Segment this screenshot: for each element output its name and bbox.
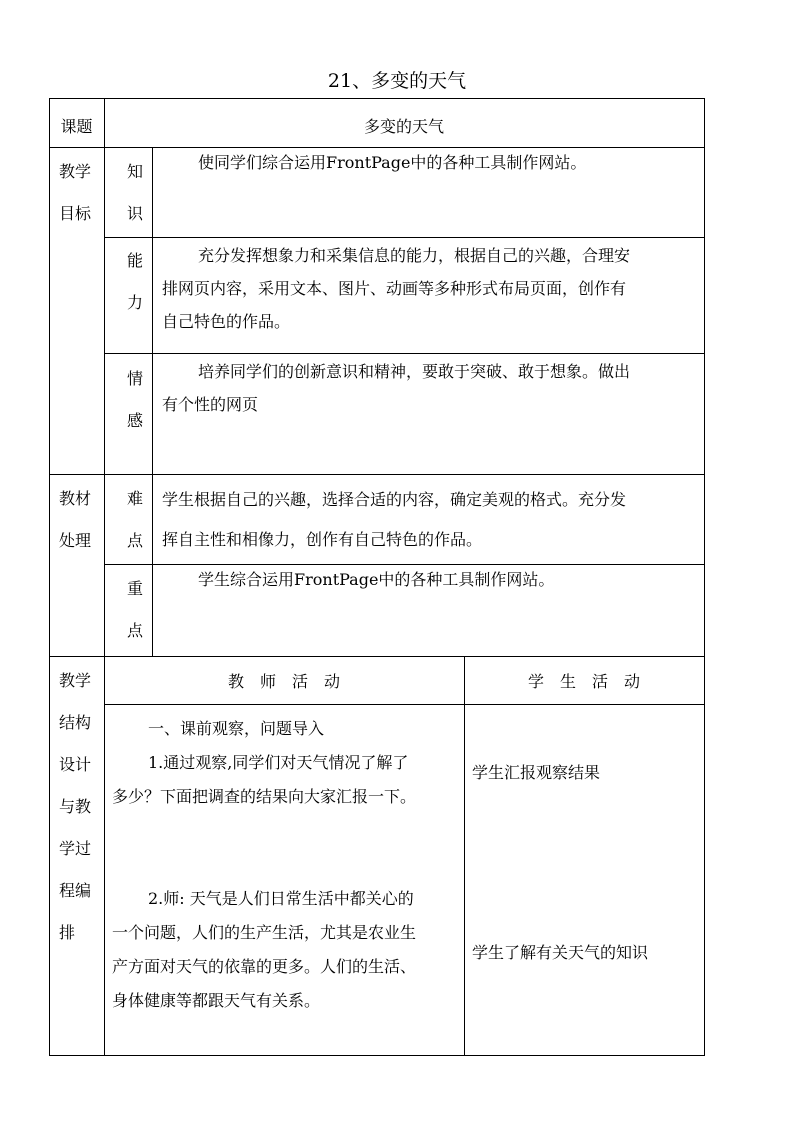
border-bottom bbox=[49, 1055, 705, 1056]
key-label-char: 点 bbox=[127, 621, 144, 640]
emotion-text bbox=[162, 355, 702, 421]
key-label bbox=[127, 568, 143, 652]
student-activity-1: 学生汇报观察结果 bbox=[472, 763, 601, 782]
divider-col1 bbox=[104, 98, 105, 1056]
process-label-line: 设计 bbox=[59, 755, 92, 774]
difficulty-label-char: 难 bbox=[127, 489, 144, 508]
topic-value: 多变的天气 bbox=[363, 117, 444, 136]
border-right bbox=[704, 98, 705, 1056]
topic-label: 课题 bbox=[60, 117, 93, 136]
ability-line: 充分发挥想象力和采集信息的能力，根据自己的兴趣，合理安 bbox=[198, 246, 631, 265]
hline-4 bbox=[49, 474, 705, 475]
process-label-line: 排 bbox=[59, 923, 76, 942]
difficulty-line: 挥自主性和相像力，创作有自己特色的作品。 bbox=[162, 530, 483, 549]
materials-label-line: 教材 bbox=[59, 489, 92, 508]
key-label-char: 重 bbox=[127, 579, 144, 598]
materials-label bbox=[59, 478, 91, 562]
process-label-line: 程编 bbox=[59, 881, 92, 900]
teacher-item-line: 1.通过观察,同学们对天气情况了解了 bbox=[148, 753, 409, 772]
hline-7 bbox=[104, 704, 705, 705]
spacer bbox=[112, 814, 462, 882]
border-top bbox=[49, 98, 705, 99]
difficulty-label-char: 点 bbox=[127, 531, 144, 550]
difficulty-line: 学生根据自己的兴趣，选择合适的内容，确定美观的格式。充分发 bbox=[162, 490, 627, 509]
ability-label-char: 能 bbox=[127, 251, 144, 270]
key-text: 学生综合运用FrontPage中的各种工具制作网站。 bbox=[198, 570, 555, 589]
difficulty-label bbox=[127, 478, 143, 562]
knowledge-label-char: 识 bbox=[127, 204, 144, 223]
process-label bbox=[59, 660, 91, 954]
document-title: 21、多变的天气 bbox=[327, 70, 467, 92]
materials-label-line: 处理 bbox=[59, 531, 92, 550]
knowledge-label bbox=[127, 151, 143, 235]
teacher-item-line: 2.师: 天气是人们日常生活中都关心的 bbox=[148, 889, 414, 908]
teacher-activity-header: 教 师 活 动 bbox=[227, 672, 340, 691]
process-label-line: 与教 bbox=[59, 797, 92, 816]
emotion-label-char: 感 bbox=[127, 411, 144, 430]
ability-line: 排网页内容，采用文本、图片、动画等多种形式布局页面，创作有 bbox=[162, 279, 627, 298]
emotion-line: 培养同学们的创新意识和精神，要敢于突破、敢于想象。做出 bbox=[198, 362, 631, 381]
goals-label-line: 目标 bbox=[59, 204, 92, 223]
divider-activities bbox=[464, 656, 465, 1056]
emotion-label bbox=[127, 358, 143, 442]
teacher-item-line: 多少？下面把调查的结果向大家汇报一下。 bbox=[112, 787, 417, 806]
divider-col2-materials bbox=[152, 474, 153, 656]
goals-label bbox=[59, 151, 91, 235]
hline-2 bbox=[104, 237, 705, 238]
border-left bbox=[49, 98, 50, 1056]
ability-label-char: 力 bbox=[127, 293, 144, 312]
hline-3 bbox=[104, 353, 705, 354]
ability-text bbox=[162, 239, 702, 338]
emotion-label-char: 情 bbox=[127, 369, 144, 388]
teacher-section-heading: 一、课前观察，问题导入 bbox=[148, 719, 325, 738]
process-label-line: 教学 bbox=[59, 671, 92, 690]
difficulty-text bbox=[162, 480, 702, 560]
knowledge-text: 使同学们综合运用FrontPage中的各种工具制作网站。 bbox=[198, 153, 587, 172]
student-activity-2: 学生了解有关天气的知识 bbox=[472, 943, 649, 962]
knowledge-label-char: 知 bbox=[127, 162, 144, 181]
process-label-line: 结构 bbox=[59, 713, 92, 732]
teacher-item-line: 身体健康等都跟天气有关系。 bbox=[112, 991, 321, 1010]
emotion-line: 有个性的网页 bbox=[162, 395, 259, 414]
ability-label bbox=[127, 240, 143, 324]
divider-col2-goals bbox=[152, 147, 153, 474]
hline-6 bbox=[49, 656, 705, 657]
teacher-item-line: 产方面对天气的依靠的更多。人们的生活、 bbox=[112, 957, 417, 976]
goals-label-line: 教学 bbox=[59, 162, 92, 181]
student-activity-header: 学 生 活 动 bbox=[527, 672, 640, 691]
teacher-item-line: 一个问题，人们的生产生活，尤其是农业生 bbox=[112, 923, 417, 942]
teacher-activity-content bbox=[112, 712, 462, 1018]
ability-line: 自己特色的作品。 bbox=[162, 312, 291, 331]
process-label-line: 学过 bbox=[59, 839, 92, 858]
